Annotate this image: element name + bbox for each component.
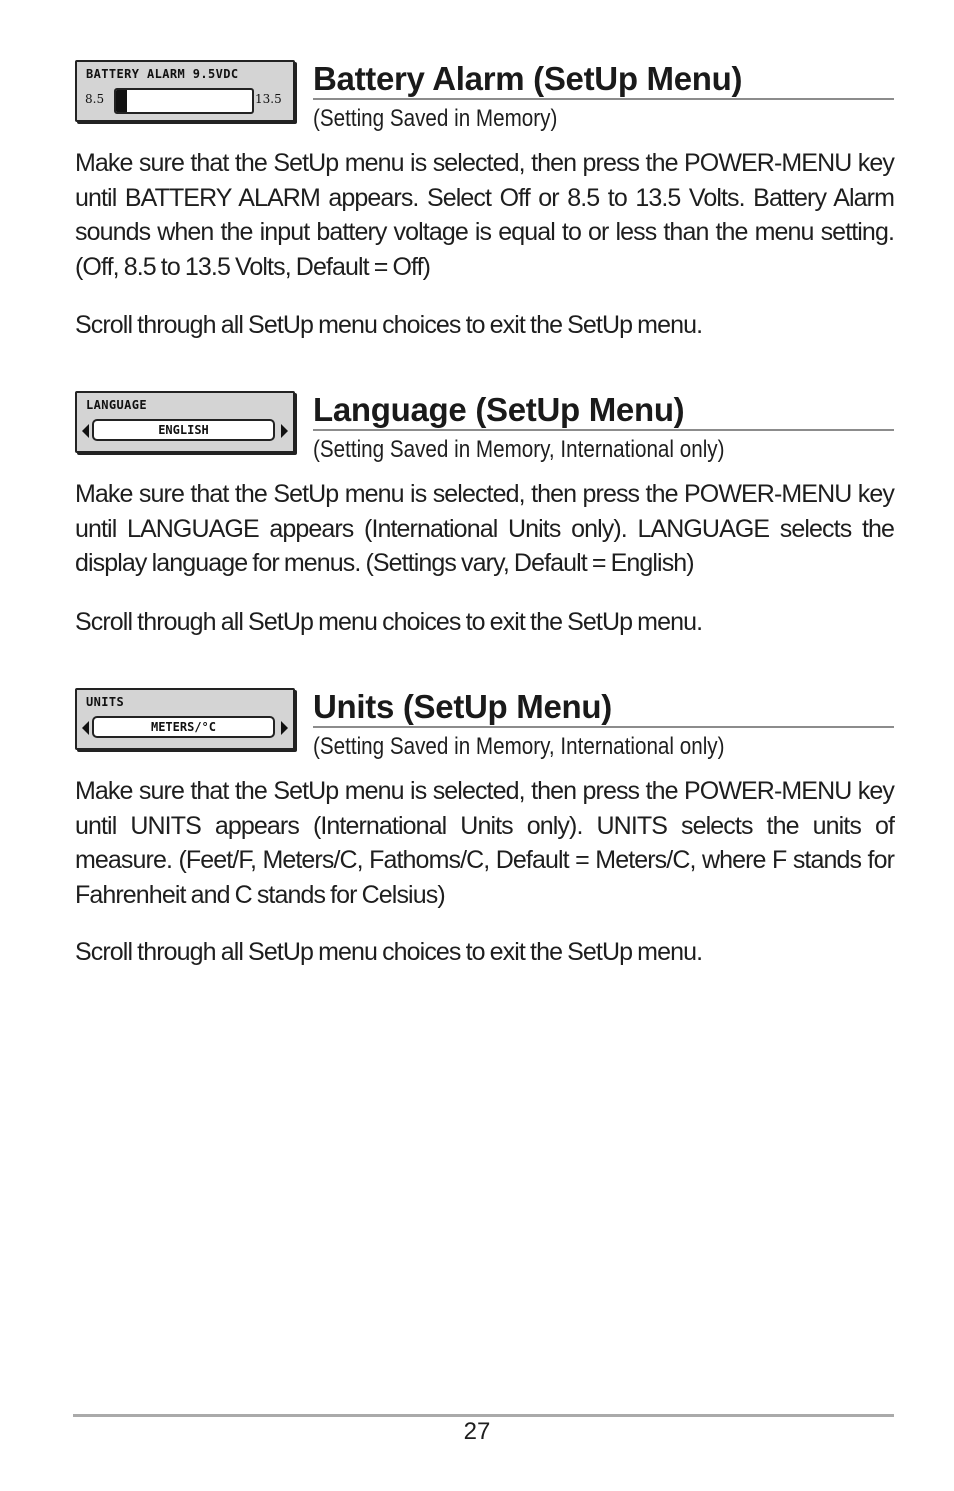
arrow-right-icon <box>281 424 288 438</box>
battery-alarm-menu-title: BATTERY ALARM 9.5VDC <box>86 67 239 81</box>
units-menu-title: UNITS <box>86 695 125 709</box>
battery-alarm-body: Make sure that the SetUp menu is selected, then press the POWER-MENU key until BATTERY ALARM appears. Select Off or 8.5 to 13.5 Volts. Battery Alarm sounds when the input battery voltage is equal to or less than the menu setting. (Off, 8.5 to 13.5 Volts, Default = Off) <box>75 149 894 281</box>
language-menu-title: LANGUAGE <box>86 398 147 412</box>
battery-alarm-exit-note: Scroll through all SetUp menu choices to exit the SetUp menu. <box>75 311 703 339</box>
battery-alarm-range-max: 13.5 <box>255 92 282 106</box>
language-menu-box <box>75 391 295 453</box>
arrow-right-icon <box>281 721 288 735</box>
language-exit-note: Scroll through all SetUp menu choices to exit the SetUp menu. <box>75 608 703 636</box>
battery-alarm-slider <box>114 88 254 114</box>
units-body: Make sure that the SetUp menu is selected, then press the POWER-MENU key until UNITS appears (International Units only). UNITS selects the units of measure. (Feet/F, Meters/C, Fathoms/C, Default = Meters/C, where F stands for Fahrenheit and C stands for Celsius) <box>75 777 894 909</box>
battery-alarm-slider-fill <box>116 90 127 112</box>
language-subtitle: (Setting Saved in Memory, International only) <box>313 436 725 463</box>
language-body: Make sure that the SetUp menu is selected, then press the POWER-MENU key until LANGUAGE appears (International Units only). LANGUAGE selects the display language for menus. (Settings vary, Default = English) <box>75 480 894 577</box>
units-menu-box <box>75 688 295 750</box>
arrow-left-icon <box>82 424 89 438</box>
arrow-left-icon <box>82 721 89 735</box>
units-exit-note: Scroll through all SetUp menu choices to exit the SetUp menu. <box>75 938 703 966</box>
units-heading: Units (SetUp Menu) <box>313 688 894 728</box>
page-number: 27 <box>463 1418 491 1445</box>
battery-alarm-range-min: 8.5 <box>85 92 105 106</box>
language-value: ENGLISH <box>92 419 275 441</box>
battery-alarm-heading: Battery Alarm (SetUp Menu) <box>313 60 894 100</box>
battery-alarm-subtitle: (Setting Saved in Memory) <box>313 105 558 132</box>
units-value: METERS/°C <box>92 716 275 738</box>
language-heading: Language (SetUp Menu) <box>313 391 894 431</box>
battery-alarm-menu-box <box>75 60 295 122</box>
units-subtitle: (Setting Saved in Memory, International only) <box>313 733 725 760</box>
